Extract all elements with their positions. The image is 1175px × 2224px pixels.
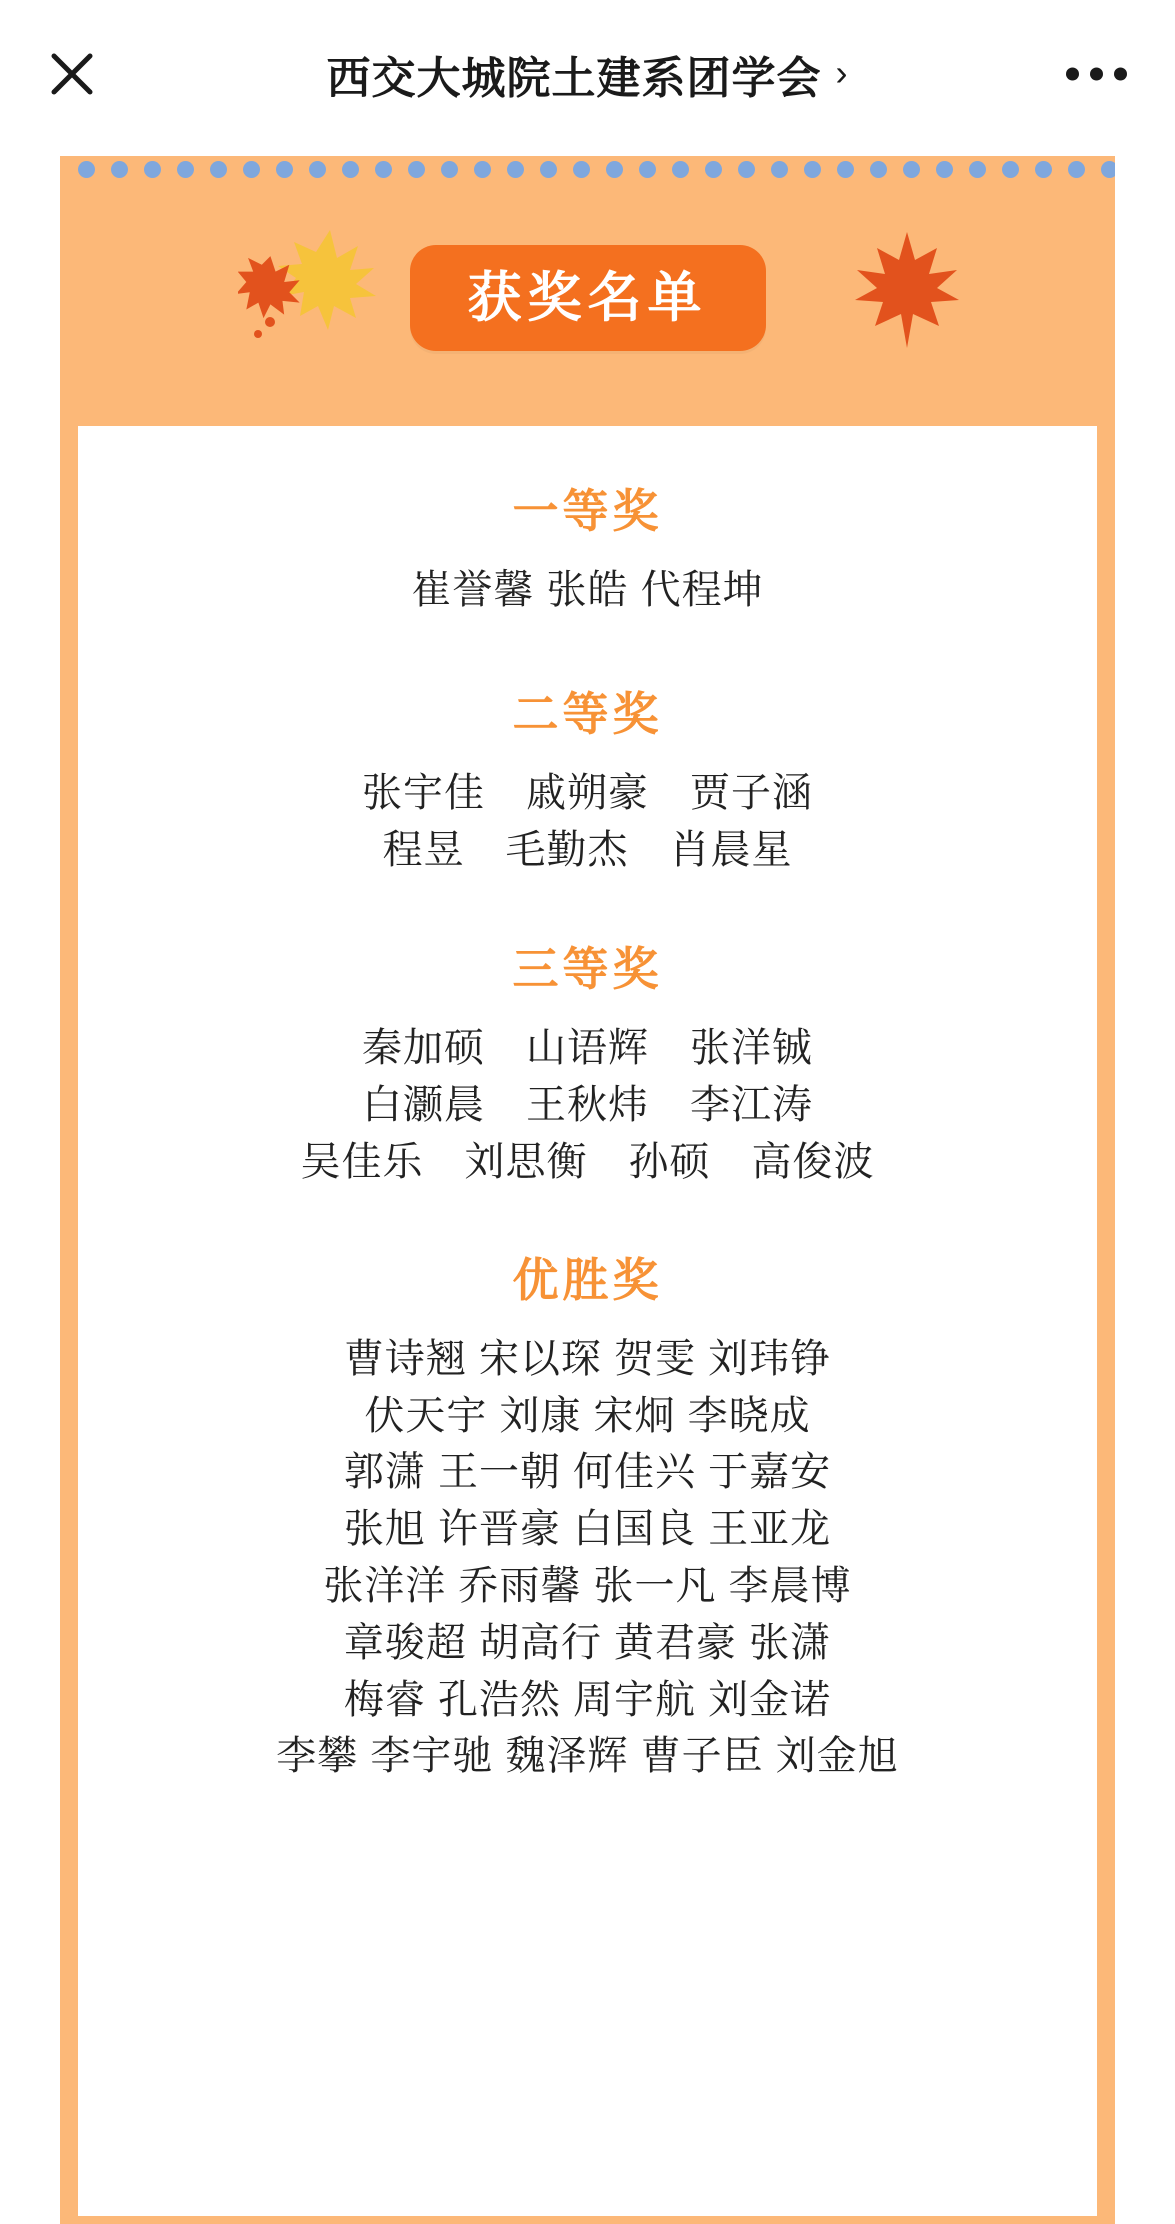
award-names-list	[108, 765, 1067, 879]
dotted-border-decoration	[60, 156, 1115, 182]
award-list-title: 获奖名单	[410, 245, 766, 351]
award-name-line: 秦加硕 山语辉 张洋铖	[362, 1026, 813, 1071]
award-name-line: 崔誉馨 张皓 代程坤	[411, 568, 764, 612]
poster-banner	[60, 182, 1115, 414]
more-options-icon	[1114, 68, 1127, 81]
more-options-icon	[1066, 68, 1079, 81]
award-name-line: 章骏超 胡高行 黄君豪 张潇	[343, 1620, 832, 1665]
maple-leaf-icon	[847, 230, 967, 350]
award-name-line: 伏天宇 刘康 宋炯 李晓成	[364, 1393, 811, 1438]
close-button[interactable]	[44, 46, 100, 102]
chevron-right-icon: ›	[835, 52, 849, 93]
award-name-line: 吴佳乐 刘思衡 孙硕 高俊波	[300, 1139, 875, 1184]
top-navigation-bar	[0, 0, 1175, 148]
award-name-line: 张宇佳 戚朔豪 贾子涵	[362, 770, 813, 815]
award-names-list	[108, 1331, 1067, 1785]
award-poster	[60, 156, 1115, 2224]
award-tier-title: 优胜奖	[512, 1253, 663, 1306]
award-names-list	[108, 1020, 1067, 1190]
award-list-card	[78, 426, 1097, 2216]
award-name-line: 梅睿 孔浩然 周宇航 刘金诺	[343, 1677, 832, 1722]
award-section-merit-prize	[108, 1253, 1067, 1785]
award-names-list	[108, 562, 1067, 619]
award-tier-title: 一等奖	[512, 485, 663, 537]
more-options-button[interactable]	[1066, 68, 1127, 81]
award-section-third-prize	[108, 943, 1067, 1190]
award-name-line: 白灏晨 王秋炜 李江涛	[362, 1083, 813, 1128]
article-body	[0, 148, 1175, 2224]
award-tier-title: 三等奖	[512, 943, 663, 996]
award-section-first-prize	[108, 485, 1067, 619]
award-tier-title: 二等奖	[512, 687, 663, 740]
award-name-line: 张旭 许晋豪 白国良 王亚龙	[343, 1507, 832, 1552]
award-name-line: 李攀 李宇驰 魏泽辉 曹子臣 刘金旭	[276, 1734, 899, 1779]
award-name-line: 张洋洋 乔雨馨 张一凡 李晨博	[323, 1563, 852, 1608]
page-title: 西交大城院土建系团学会	[326, 54, 822, 103]
maple-leaf-icon	[238, 218, 388, 348]
account-title-entry[interactable]	[327, 42, 849, 106]
award-section-second-prize	[108, 687, 1067, 879]
award-name-line: 郭潇 王一朝 何佳兴 于嘉安	[343, 1450, 832, 1495]
close-icon	[46, 48, 98, 100]
award-name-line: 程昱 毛勤杰 肖晨星	[382, 827, 793, 872]
award-name-line: 曹诗翘 宋以琛 贺雯 刘玮铮	[343, 1336, 832, 1381]
more-options-icon	[1090, 68, 1103, 81]
